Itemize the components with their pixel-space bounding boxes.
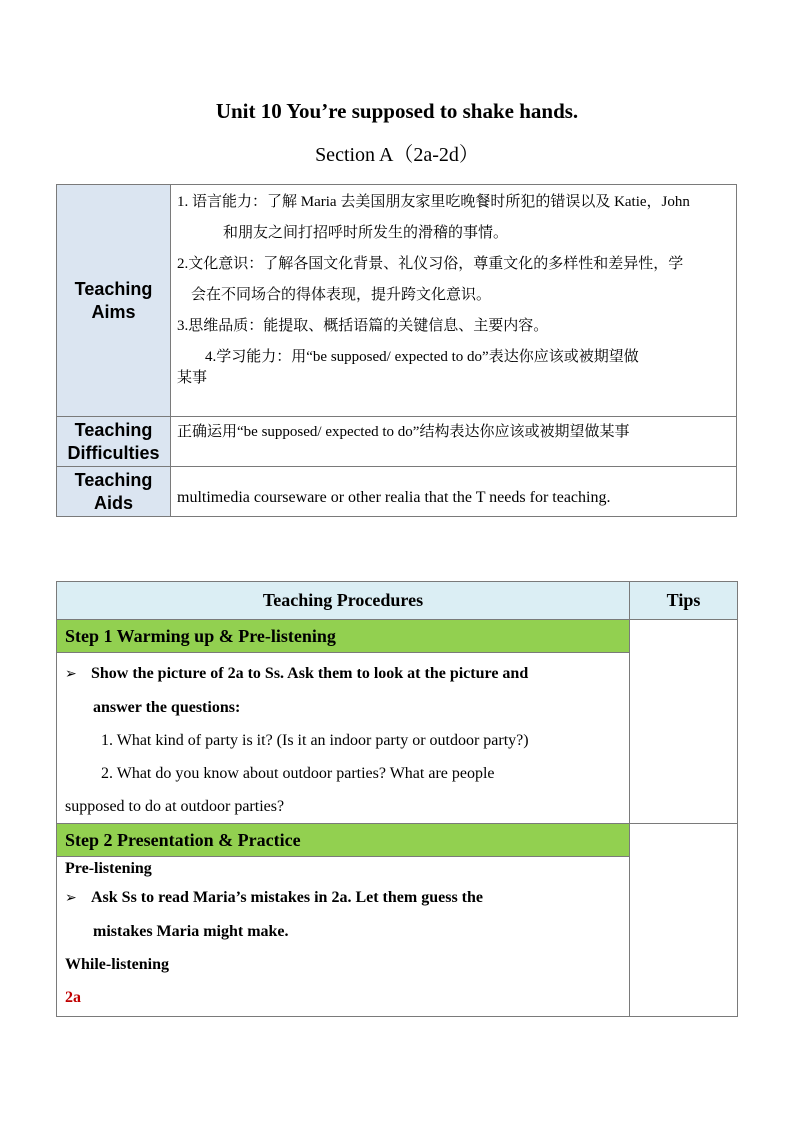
- page-title: Unit 10 You’re supposed to shake hands.: [215, 99, 579, 123]
- while-listening-label: While-listening: [65, 956, 170, 973]
- aim-line: 和朋友之间打招呼时所发生的滑稽的事情。: [223, 225, 509, 241]
- step1-tips-cell: [630, 620, 738, 824]
- pre-listening-label: Pre-listening: [65, 860, 152, 877]
- step1-body: [57, 653, 630, 824]
- procedures-table: [56, 581, 738, 1017]
- aim-line: 3.思维品质：能提取、概括语篇的关键信息、主要内容。: [177, 318, 549, 334]
- aim-line: 某事: [177, 370, 208, 386]
- step2-bullet-cont: mistakes Maria might make.: [93, 923, 289, 940]
- teaching-difficulties-content: 正确运用“be supposed/ expected to do”结构表达你应该或被期望做某事: [171, 417, 737, 467]
- tips-header: Tips: [630, 582, 738, 620]
- arrow-bullet-icon: ➢: [65, 890, 77, 906]
- overview-table: [56, 184, 737, 517]
- procedures-header: Teaching Procedures: [57, 582, 630, 620]
- arrow-bullet-icon: ➢: [65, 666, 77, 682]
- aim-line: 1. 语言能力：了解 Maria 去美国朋友家里吃晚餐时所犯的错误以及 Katie，John: [177, 194, 690, 210]
- teaching-aims-label: Teaching Aims: [57, 185, 171, 417]
- step2-body: [57, 857, 630, 1017]
- activity-2a-label: 2a: [65, 989, 81, 1006]
- page-subtitle: Section A（2a-2d）: [315, 144, 479, 166]
- aim-line: 2.文化意识：了解各国文化背景、礼仪习俗，尊重文化的多样性和差异性，学: [177, 256, 684, 272]
- step1-bullet: ➢ Show the picture of 2a to Ss. Ask them to look at the picture and: [65, 657, 621, 691]
- step2-tips-cell: [630, 824, 738, 1017]
- aim-line: 4.学习能力：用“be supposed/ expected to do”表达你应该或被期望做: [205, 349, 639, 365]
- question-2-cont: supposed to do at outdoor parties?: [65, 798, 285, 815]
- question-1: 1. What kind of party is it? (Is it an indoor party or outdoor party?): [101, 732, 529, 749]
- teaching-difficulties-label: Teaching Difficulties: [57, 417, 171, 467]
- step2-header: Step 2 Presentation & Practice: [57, 824, 630, 857]
- question-2: 2. What do you know about outdoor parties? What are people: [101, 765, 495, 782]
- teaching-aids-content: multimedia courseware or other realia that the T needs for teaching.: [171, 467, 737, 517]
- step1-bullet-cont: answer the questions:: [93, 699, 241, 716]
- aim-line: 会在不同场合的得体表现，提升跨文化意识。: [191, 287, 492, 303]
- step1-header: Step 1 Warming up & Pre-listening: [57, 620, 630, 653]
- teaching-aims-content: [171, 185, 737, 417]
- step2-bullet: ➢ Ask Ss to read Maria’s mistakes in 2a. Let them guess the: [65, 881, 621, 915]
- teaching-aids-label: Teaching Aids: [57, 467, 171, 517]
